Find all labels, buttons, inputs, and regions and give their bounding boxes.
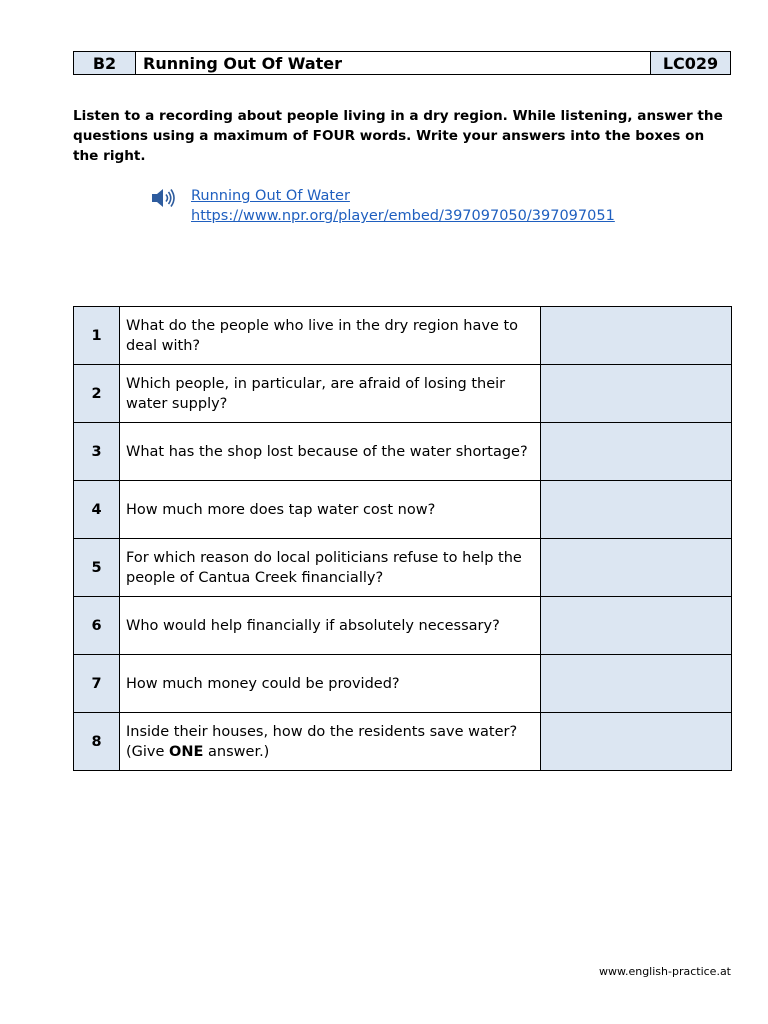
question-number: 4 — [74, 481, 120, 539]
answer-box[interactable] — [541, 481, 732, 539]
audio-url-link[interactable]: https://www.npr.org/player/embed/397097050/397097051 — [191, 208, 615, 224]
question-row — [74, 539, 732, 597]
answer-box[interactable] — [541, 713, 732, 771]
footer-website: www.english-practice.at — [598, 965, 731, 978]
worksheet-code: LC029 — [650, 52, 730, 74]
question-row — [74, 307, 732, 365]
question-row — [74, 423, 732, 481]
question-text — [120, 713, 541, 771]
audio-link-block — [151, 186, 615, 226]
worksheet-title: Running Out Of Water — [136, 52, 650, 74]
instructions: Listen to a recording about people living in a dry region. While listening, answer the questions using a maximum of FOUR words. Write your answers into the boxes on the right. — [73, 108, 723, 164]
question-row — [74, 481, 732, 539]
question-number: 1 — [74, 307, 120, 365]
answer-box[interactable] — [541, 365, 732, 423]
question-row — [74, 655, 732, 713]
question-text: How much money could be provided? — [120, 655, 541, 713]
question-number: 3 — [74, 423, 120, 481]
question-row — [74, 597, 732, 655]
worksheet-header — [73, 51, 731, 75]
audio-title-link[interactable]: Running Out Of Water — [191, 188, 350, 204]
question-number: 6 — [74, 597, 120, 655]
question-text: Who would help financially if absolutely necessary? — [120, 597, 541, 655]
question-text-part: answer.) — [203, 743, 270, 760]
question-text: How much more does tap water cost now? — [120, 481, 541, 539]
question-text: Which people, in particular, are afraid of losing their water supply? — [120, 365, 541, 423]
question-number: 2 — [74, 365, 120, 423]
question-row — [74, 365, 732, 423]
speaker-icon[interactable] — [151, 187, 177, 209]
questions-table — [73, 306, 732, 771]
question-text-part: Inside their houses, how do the residents save water? (Give — [126, 723, 518, 760]
level-badge: B2 — [74, 52, 136, 74]
answer-box[interactable] — [541, 423, 732, 481]
answer-box[interactable] — [541, 597, 732, 655]
question-text: For which reason do local politicians refuse to help the people of Cantua Creek financially? — [120, 539, 541, 597]
question-row — [74, 713, 732, 771]
question-number: 8 — [74, 713, 120, 771]
answer-box[interactable] — [541, 539, 732, 597]
question-number: 7 — [74, 655, 120, 713]
answer-box[interactable] — [541, 655, 732, 713]
question-number: 5 — [74, 539, 120, 597]
question-text: What do the people who live in the dry region have to deal with? — [120, 307, 541, 365]
question-text-emphasis: ONE — [169, 743, 204, 760]
question-text: What has the shop lost because of the water shortage? — [120, 423, 541, 481]
answer-box[interactable] — [541, 307, 732, 365]
